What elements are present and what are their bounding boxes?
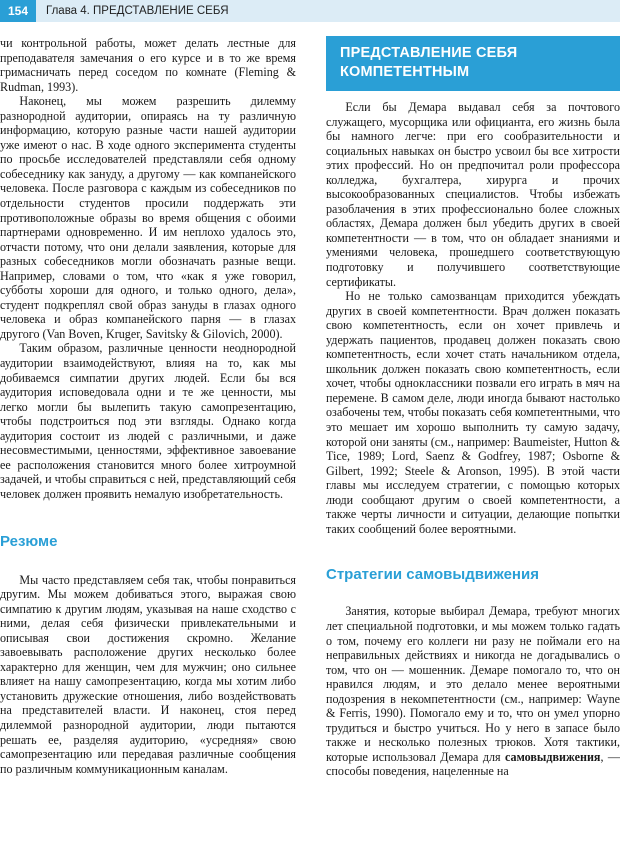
page-header [0, 0, 620, 22]
running-title: Глава 4. ПРЕДСТАВЛЕНИЕ СЕБЯ [46, 5, 229, 17]
paragraph: чи контрольной работы, может делать лестные для преподавателя замечания о его курсе и в то же время гримасничать перед соседом по комнате (Fleming & Rudman, 1993). [0, 36, 296, 94]
paragraph-tail: , — способы поведения, нацеленные на [326, 749, 620, 779]
section-header-box [326, 36, 620, 91]
paragraph: Наконец, мы можем разрешить дилемму разнородной аудитории, опираясь на ту различную информацию, которую разные части нашей аудитории уже имеют о нас. В ходе одного эксперимента студенты по просьбе исследователей представляли себя одному собеседнику как зануду, а другому — как компанейского человека. После разговора с каждым из собеседников по отдельности студентов просили поддержать эти противоположные образы во время общения с обоими партнерами одновременно. И им неплохо удалось это, отчасти потому, что они делали заявления, которые для разных собеседников могли обозначать разные вещи. Например, словами о том, что «как я уже говорил, субботы хороши для одного, и только одного, дела», студент подкреплял свой образ зануды в глазах одного человека и образ компанейского парня — в глазах другого (Van Boven, Kruger, Savitsky & Gilovich, 2000). [0, 94, 296, 341]
summary-paragraph: Мы часто представляем себя так, чтобы понравиться другим. Мы можем добиваться этого, выражая свою симпатию к другим людям, указывая на наше сходство с ними, делая себя физически привлекательными и описывая свои достижения скромно. Желание завоевывать расположение других несколько более характерно для женщин, чем для мужчин; оно сильнее влияет на нашу самопрезентацию, когда мы хотим либо установить дружеские отношения, либо воздействовать на представителей власти. И наконец, стоя перед дилеммой разнородной аудитории, люди пытаются решать ее, разделяя аудиторию, «усредняя» свою самопрезентацию или передавая различные сообщения по различным коммуникационным каналам. [0, 572, 296, 776]
left-column [0, 36, 296, 776]
section-title: Стратегии самовыдвижения [326, 566, 539, 584]
summary-title: Резюме [0, 532, 58, 550]
paragraph: Если бы Демара выдавал себя за почтового служащего, мусорщика или официанта, его жизнь была бы намного легче: при его сообразительности и социальных навыках он быстро усвоил бы все хитрости этих профессий. Но он предпочитал роли профессора колледжа, бухгалтера, хирурга и прочих высокообразованных специалистов. Чтобы избежать разоблачения в этих профессионально более сложных областях, Демара должен был убедить других в своей компетентности — в том, что он обладает знаниями и умениями человека, прошедшего соответствующую подготовку и получившего соответствующие сертификаты. [326, 100, 620, 289]
page-number: 154 [0, 0, 36, 22]
paragraph: Но не только самозванцам приходится убеждать других в своей компетентности. Врач должен показать свою компетентность, если он хочет привлечь и удержать пациентов, продавец должен показать свою компетентность, если хочет стать начальником отдела, школьник должен показать свою компетентность, если хочет, чтобы одноклассники позвали его играть в мяч на перемене. В самом деле, люди иногда бывают настолько озабочены тем, чтобы показать себя компетентными, что это мешает им хорошо выполнить ту самую задачу, которой они заняты (см., например: Baumeister, Hutton & Tice, 1989; Lord, Saenz & Godfrey, 1987; Osborne & Gilbert, 1992; Steele & Aronson, 1995). В этой части главы мы исследуем стратегии, с помощью которых люди сообщают другим о своей компетентности, а также черты личности и ситуации, делающие попытки таких сообщений более вероятными. [326, 289, 620, 536]
paragraph-text: Занятия, которые выбирал Демара, требуют многих лет специальной подготовки, и мы можем только гадать о том, почему его коллеги ни разу не поймали его на неправильных действиях и никогда не догадывались о том, что он — мошенник. Демаре помогало то, что он нравился людям, и это делало менее вероятными подозрения в некомпетентности (см., например: Wayne & Ferris, 1990). Помогало ему и то, что он умел упорно трудиться и быстро учиться. Но у него в запасе было также и несколько полезных трюков. Хотя тактики, которые использовал Демара для [326, 604, 620, 764]
box-title-line: КОМПЕТЕНТНЫМ [340, 64, 470, 80]
bold-term: самовыдвижения [505, 749, 601, 764]
paragraph: Таким образом, различные ценности неоднородной аудитории взаимодействуют, влияя на то, как мы добиваемся симпатии других людей. Если бы вся аудитория исповедовала одни и те же ценности, мы легко могли бы вылепить такую самопрезентацию, чтобы подстроиться под эти взгляды. Однако когда аудитория состоит из людей с различными, и даже несовместимыми, ценностями, эффективное завоевание ее расположения становится много более хитроумной задачей, и чтобы справиться с ней, представляющий себя человек должен проявить немалую изобретательность. [0, 341, 296, 501]
right-column [326, 36, 620, 779]
paragraph [326, 604, 620, 779]
box-title-line: ПРЕДСТАВЛЕНИЕ СЕБЯ [340, 45, 518, 61]
